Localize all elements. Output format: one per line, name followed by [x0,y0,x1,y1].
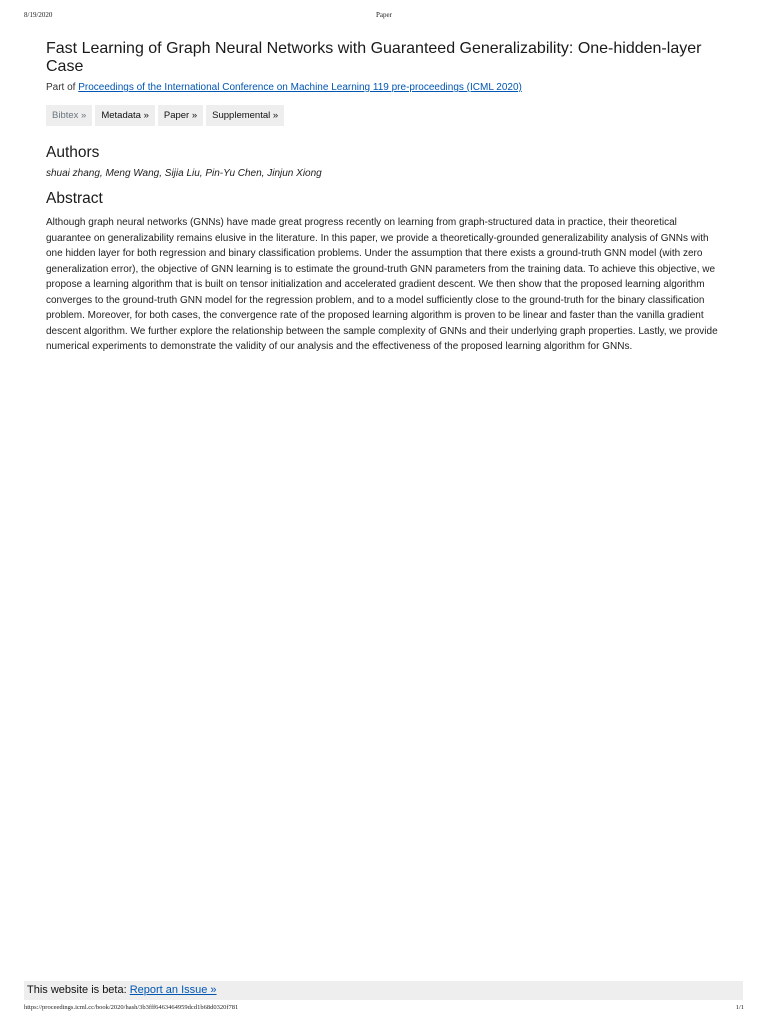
report-issue-link[interactable]: Report an Issue » [129,984,217,996]
part-of-prefix: Part of [46,82,79,93]
authors-list: shuai zhang, Meng Wang, Sijia Liu, Pin-Yu Chen, Jinjun Xiong [46,168,322,179]
beta-label: This website is beta: [27,984,130,996]
print-page-title: Paper [376,11,392,19]
abstract-heading: Abstract [46,190,103,207]
main-content [46,40,726,355]
metadata-button[interactable]: Metadata » [95,105,155,126]
paper-button[interactable]: Paper » [158,105,203,126]
beta-banner [24,981,743,1000]
print-page-number: 1/1 [735,1004,744,1011]
print-header [0,11,768,23]
print-date: 8/19/2020 [24,11,53,19]
supplemental-button[interactable]: Supplemental » [206,105,284,126]
paper-title: Fast Learning of Graph Neural Networks with Guaranteed Generalizability: One-hidden-layer Case [46,40,702,75]
part-of-line [46,82,726,93]
bibtex-button[interactable]: Bibtex » [46,105,92,126]
abstract-text: Although graph neural networks (GNNs) have made great progress recently on learning from graph-structured data in practice, their theoretical guarantee on generalizability remains elusive in the literature. In this paper, we provide a theoretically-grounded generalizability analysis of GNNs with one hidden layer for both regression and binary classification problems. Under the assumption that there exists a ground-truth GNN model (with zero generalization error), the objective of GNN learning is to estimate the ground-truth GNN parameters from the training data. To achieve this objective, we propose a learning algorithm that is built on tensor initialization and accelerated gradient descent. We then show that the proposed learning algorithm converges to the ground-truth GNN model for the regression problem, and to a model sufficiently close to the ground-truth for the binary classification problem. Moreover, for both cases, the convergence rate of the proposed learning algorithm is proven to be linear and faster than the vanilla gradient descent algorithm. We further explore the relationship between the sample complexity of GNNs and their underlying graph properties. Lastly, we provide numerical experiments to demonstrate the validity of our analysis and the effectiveness of the proposed learning algorithm for GNNs. [46,217,718,352]
authors-heading: Authors [46,144,100,161]
print-url: https://proceedings.icml.cc/book/2020/hash/3b3fff6463464959dcd1b68d0320f781 [24,1004,239,1011]
action-buttons [46,105,726,126]
print-footer [0,1004,768,1014]
proceedings-link[interactable]: Proceedings of the International Conference on Machine Learning 119 pre-proceedings (ICML 2020) [78,82,522,93]
